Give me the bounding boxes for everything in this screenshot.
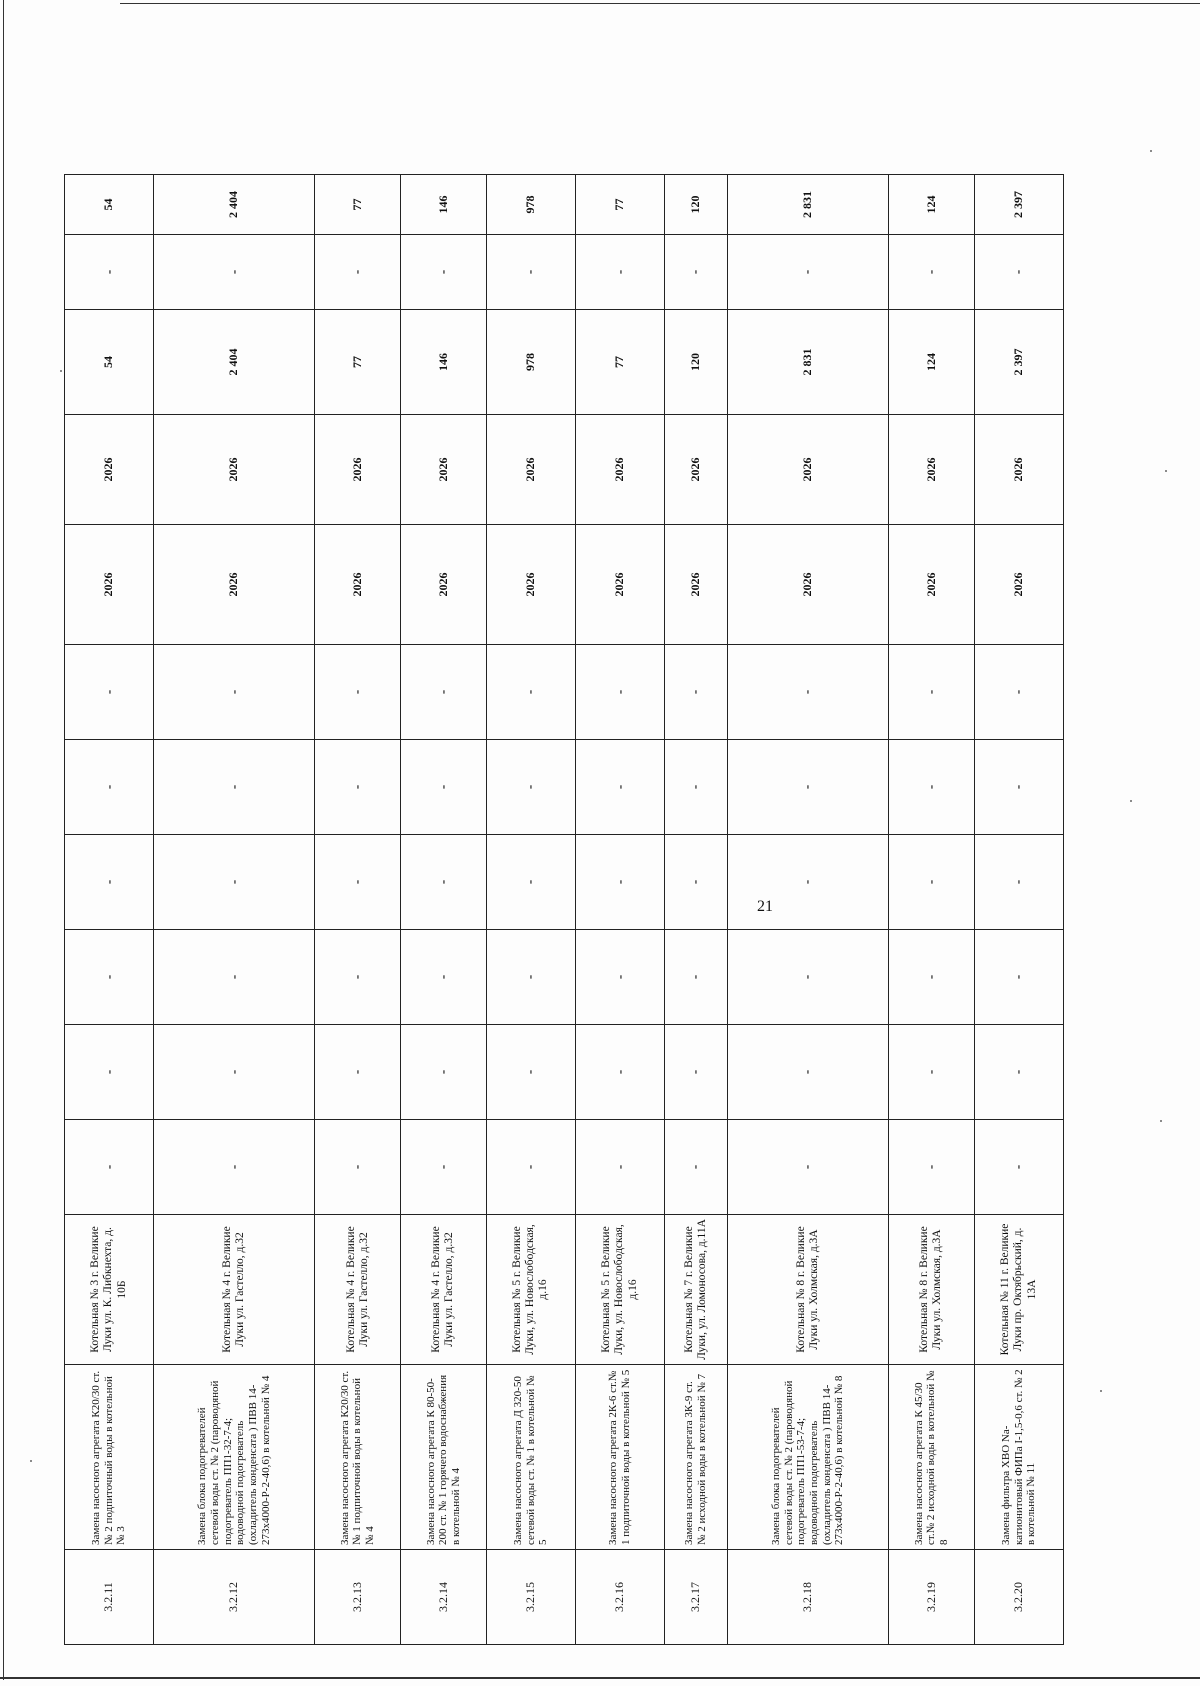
table-row <box>575 90 664 1645</box>
empty-dash-cell: - <box>315 930 401 1025</box>
empty-dash-cell: - <box>154 740 315 835</box>
empty-dash-cell: - <box>974 930 1063 1025</box>
row-description: Замена насосного агрегата Д 320-50 сетевой воды ст. № 1 в котельной № 5 <box>486 1365 575 1550</box>
row-description: Замена насосного агрегата К 80-50-200 ст. № 1 горячего водоснабжения в котельной № 4 <box>401 1365 487 1550</box>
empty-dash-cell: - <box>315 1025 401 1120</box>
row-year-start: 2026 <box>65 525 154 645</box>
empty-dash-cell: - <box>154 930 315 1025</box>
empty-dash-cell: - <box>315 645 401 740</box>
scan-edge-top <box>120 3 1200 4</box>
row-year-end: 2026 <box>665 415 728 525</box>
row-location: Котельная № 4 г. Великие Луки ул. Гастелло, д.32 <box>315 1215 401 1365</box>
row-code: 3.2.15 <box>486 1550 575 1645</box>
table-row <box>315 90 401 1645</box>
empty-dash-cell: - <box>401 930 487 1025</box>
empty-dash-cell: - <box>727 1025 888 1120</box>
row-cost: 77 <box>315 310 401 415</box>
empty-dash-cell: - <box>315 1120 401 1215</box>
empty-dash-cell: - <box>665 1025 728 1120</box>
scan-speck <box>1165 470 1167 472</box>
row-location: Котельная № 4 г. Великие Луки ул. Гастелло, д.32 <box>401 1215 487 1365</box>
empty-dash-cell: - <box>889 740 975 835</box>
row-extra: - <box>889 235 975 310</box>
empty-dash-cell: - <box>154 1025 315 1120</box>
row-total: 2 831 <box>727 175 888 235</box>
empty-dash-cell: - <box>65 835 154 930</box>
row-extra: - <box>575 235 664 310</box>
row-year-end: 2026 <box>575 415 664 525</box>
row-extra: - <box>401 235 487 310</box>
row-code: 3.2.11 <box>65 1550 154 1645</box>
row-code: 3.2.18 <box>727 1550 888 1645</box>
row-description: Замена насосного агрегата К20/30 ст. № 1 подпиточной воды в котельной № 4 <box>315 1365 401 1550</box>
empty-dash-cell: - <box>401 740 487 835</box>
empty-dash-cell: - <box>65 1120 154 1215</box>
row-description: Замена блока подогревателей сетевой воды ст. № 2 (пароводяной подогреватель ПП1-53-7-4; водоводной подогреватель (охладитель конденсата ) ПВВ 14- 273х4000-Р-2-40,6) в котельной № 8 <box>727 1365 888 1550</box>
row-total: 2 397 <box>974 175 1063 235</box>
row-description: Замена насосного агрегата К20/30 ст. № 2 подпиточный воды в котельной № 3 <box>65 1365 154 1550</box>
row-location: Котельная № 3 г. Великие Луки ул. К. Либкнехта, д. 10Б <box>65 1215 154 1365</box>
empty-dash-cell: - <box>575 930 664 1025</box>
row-total: 2 404 <box>154 175 315 235</box>
row-description: Замена насосного агрегата 3К-9 ст. № 2 исходной воды в котельной № 7 <box>665 1365 728 1550</box>
empty-dash-cell: - <box>727 930 888 1025</box>
table-row <box>974 90 1063 1645</box>
empty-dash-cell: - <box>974 835 1063 930</box>
table-row <box>486 90 575 1645</box>
row-year-start: 2026 <box>974 525 1063 645</box>
empty-dash-cell: - <box>486 1025 575 1120</box>
empty-dash-cell: - <box>974 1120 1063 1215</box>
row-year-start: 2026 <box>486 525 575 645</box>
empty-dash-cell: - <box>889 1120 975 1215</box>
row-year-end: 2026 <box>486 415 575 525</box>
row-cost: 978 <box>486 310 575 415</box>
row-location: Котельная № 11 г. Великие Луки пр. Октябрьский, д. 13А <box>974 1215 1063 1365</box>
row-cost: 77 <box>575 310 664 415</box>
row-extra: - <box>154 235 315 310</box>
row-extra: - <box>65 235 154 310</box>
row-year-end: 2026 <box>401 415 487 525</box>
empty-dash-cell: - <box>486 835 575 930</box>
row-year-end: 2026 <box>154 415 315 525</box>
empty-dash-cell: - <box>154 835 315 930</box>
row-total: 124 <box>889 175 975 235</box>
row-year-start: 2026 <box>401 525 487 645</box>
table-row <box>154 90 315 1645</box>
empty-dash-cell: - <box>665 740 728 835</box>
empty-dash-cell: - <box>575 1025 664 1120</box>
row-total: 146 <box>401 175 487 235</box>
empty-dash-cell: - <box>154 1120 315 1215</box>
empty-dash-cell: - <box>665 930 728 1025</box>
empty-dash-cell: - <box>575 835 664 930</box>
table-row <box>665 90 728 1645</box>
row-total: 120 <box>665 175 728 235</box>
row-cost: 124 <box>889 310 975 415</box>
empty-dash-cell: - <box>974 645 1063 740</box>
empty-dash-cell: - <box>727 645 888 740</box>
empty-dash-cell: - <box>401 835 487 930</box>
empty-dash-cell: - <box>315 740 401 835</box>
empty-dash-cell: - <box>154 645 315 740</box>
empty-dash-cell: - <box>889 930 975 1025</box>
table-row <box>401 90 487 1645</box>
row-year-start: 2026 <box>889 525 975 645</box>
row-cost: 120 <box>665 310 728 415</box>
empty-dash-cell: - <box>575 645 664 740</box>
row-extra: - <box>665 235 728 310</box>
row-year-start: 2026 <box>315 525 401 645</box>
rotated-sheet <box>64 90 1064 1645</box>
empty-dash-cell: - <box>486 740 575 835</box>
row-code: 3.2.12 <box>154 1550 315 1645</box>
row-year-start: 2026 <box>665 525 728 645</box>
row-total: 77 <box>315 175 401 235</box>
row-year-end: 2026 <box>974 415 1063 525</box>
row-extra: - <box>974 235 1063 310</box>
investment-program-table <box>64 89 1064 1645</box>
empty-dash-cell: - <box>486 1120 575 1215</box>
empty-dash-cell: - <box>486 930 575 1025</box>
scan-speck <box>30 1460 32 1462</box>
row-code: 3.2.19 <box>889 1550 975 1645</box>
page-number: 21 <box>757 898 773 915</box>
row-location: Котельная № 5 г. Великие Луки, ул. Новослободская, д.16 <box>575 1215 664 1365</box>
row-extra: - <box>727 235 888 310</box>
empty-dash-cell: - <box>575 740 664 835</box>
row-code: 3.2.14 <box>401 1550 487 1645</box>
row-description: Замена насосного агрегата 2К-6 ст.№ 1 подпиточной воды в котельной № 5 <box>575 1365 664 1550</box>
scan-speck <box>1130 800 1132 802</box>
row-year-start: 2026 <box>154 525 315 645</box>
empty-dash-cell: - <box>974 740 1063 835</box>
empty-dash-cell: - <box>401 1025 487 1120</box>
empty-dash-cell: - <box>65 930 154 1025</box>
empty-dash-cell: - <box>575 1120 664 1215</box>
empty-dash-cell: - <box>889 645 975 740</box>
row-year-start: 2026 <box>727 525 888 645</box>
scan-speck <box>1100 1390 1102 1392</box>
row-year-end: 2026 <box>727 415 888 525</box>
empty-dash-cell: - <box>401 645 487 740</box>
row-year-start: 2026 <box>575 525 664 645</box>
empty-dash-cell: - <box>665 645 728 740</box>
row-total: 77 <box>575 175 664 235</box>
table-row <box>889 90 975 1645</box>
empty-dash-cell: - <box>65 1025 154 1120</box>
row-year-end: 2026 <box>315 415 401 525</box>
row-total: 978 <box>486 175 575 235</box>
row-location: Котельная № 5 г. Великие Луки, ул. Новослободская, д.16 <box>486 1215 575 1365</box>
row-code: 3.2.13 <box>315 1550 401 1645</box>
empty-dash-cell: - <box>727 740 888 835</box>
scan-edge-bottom <box>0 1677 1200 1679</box>
row-cost: 146 <box>401 310 487 415</box>
row-location: Котельная № 8 г. Великие Луки ул. Холмская, д.3А <box>727 1215 888 1365</box>
empty-dash-cell: - <box>65 740 154 835</box>
row-location: Котельная № 4 г. Великие Луки ул. Гастелло, д.32 <box>154 1215 315 1365</box>
empty-dash-cell: - <box>315 835 401 930</box>
scan-edge-left <box>3 0 4 1680</box>
empty-dash-cell: - <box>486 645 575 740</box>
row-code: 3.2.17 <box>665 1550 728 1645</box>
table-row <box>727 90 888 1645</box>
scan-speck <box>60 370 62 372</box>
table-row <box>65 90 154 1645</box>
empty-dash-cell: - <box>889 835 975 930</box>
row-code: 3.2.16 <box>575 1550 664 1645</box>
row-total: 54 <box>65 175 154 235</box>
scan-speck <box>1150 150 1152 152</box>
row-cost: 2 831 <box>727 310 888 415</box>
row-code: 3.2.20 <box>974 1550 1063 1645</box>
row-description: Замена фильтра ХВО Na-катионитовый ФИПа I-1,5-0,6 ст. № 2 в котельной № 11 <box>974 1365 1063 1550</box>
row-extra: - <box>315 235 401 310</box>
empty-dash-cell: - <box>401 1120 487 1215</box>
row-year-end: 2026 <box>65 415 154 525</box>
row-description: Замена насосного агрегата К 45/30 ст.№ 2 исходной воды в котельной № 8 <box>889 1365 975 1550</box>
row-description: Замена блока подогревателей сетевой воды ст. № 2 (пароводяной подогреватель ПП1-32-7-4; водоводной подогреватель (охладитель конденсата ) ПВВ 14- 273х4000-Р-2-40,6) в котельной № 4 <box>154 1365 315 1550</box>
empty-dash-cell: - <box>727 1120 888 1215</box>
empty-dash-cell: - <box>665 835 728 930</box>
empty-dash-cell: - <box>974 1025 1063 1120</box>
empty-dash-cell: - <box>889 1025 975 1120</box>
row-cost: 2 404 <box>154 310 315 415</box>
empty-dash-cell: - <box>665 1120 728 1215</box>
scan-speck <box>1160 1120 1162 1122</box>
row-extra: - <box>486 235 575 310</box>
row-location: Котельная № 7 г. Великие Луки, ул. Ломоносова, д.11А <box>665 1215 728 1365</box>
row-location: Котельная № 8 г. Великие Луки ул. Холмская, д.3А <box>889 1215 975 1365</box>
row-cost: 2 397 <box>974 310 1063 415</box>
empty-dash-cell: - <box>65 645 154 740</box>
row-year-end: 2026 <box>889 415 975 525</box>
row-cost: 54 <box>65 310 154 415</box>
empty-dash-cell: - <box>727 835 888 930</box>
